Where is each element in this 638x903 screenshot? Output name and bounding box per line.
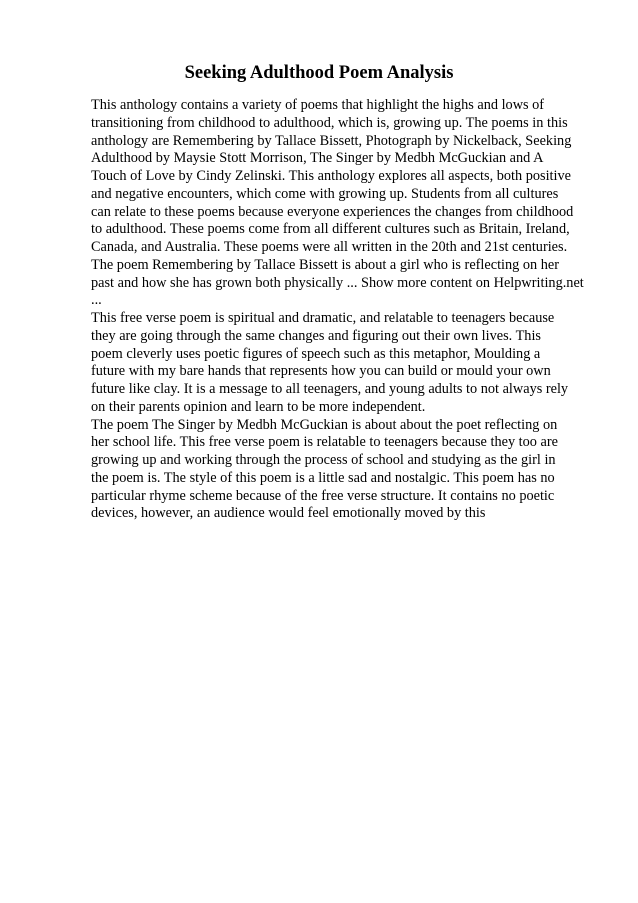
body-line: particular rhyme scheme because of the free verse structure. It contains no poetic	[91, 487, 555, 504]
body-line: they are going through the same changes and figuring out their own lives. This	[91, 327, 541, 344]
body-line: This free verse poem is spiritual and dramatic, and relatable to teenagers because	[91, 310, 555, 326]
body-line: devices, however, an audience would feel emotionally moved by this	[91, 505, 486, 522]
body-line: to adulthood. These poems come from all different cultures such as Britain, Ireland,	[91, 221, 570, 238]
body-line: growing up and working through the process of school and studying as the girl in	[91, 452, 556, 468]
body-line: on their parents opinion and learn to be more independent.	[91, 398, 426, 415]
document-title: Seeking Adulthood Poem Analysis	[184, 63, 454, 83]
body-line: The poem The Singer by Medbh McGuckian is about about the poet reflecting on	[91, 416, 558, 433]
body-line: her school life. This free verse poem is relatable to teenagers because they too are	[91, 434, 558, 451]
body-line: the poem is. The style of this poem is a little sad and nostalgic. This poem has no	[91, 469, 555, 486]
body-line: Canada, and Australia. These poems were all written in the 20th and 21st centuries.	[91, 239, 568, 255]
body-line: can relate to these poems because everyone experiences the changes from childhood	[91, 203, 574, 220]
body-line: and negative encounters, which come with growing up. Students from all cultures	[91, 185, 559, 202]
body-line: Touch of Love by Cindy Zelinski. This anthology explores all aspects, both positive	[91, 168, 571, 184]
body-line: ...	[91, 292, 102, 309]
body-line: poem cleverly uses poetic figures of speech such as this metaphor, Moulding a	[91, 345, 541, 362]
body-line: transitioning from childhood to adulthood, which is, growing up. The poems in this	[91, 114, 568, 131]
body-line: future like clay. It is a message to all teenagers, and young adults to not always rely	[91, 381, 569, 397]
body-line: anthology are Remembering by Tallace Bissett, Photograph by Nickelback, Seeking	[91, 132, 572, 149]
body-line: Adulthood by Maysie Stott Morrison, The Singer by Medbh McGuckian and A	[91, 150, 544, 167]
body-line: future with my bare hands that represents how you can build or mould your own	[91, 363, 551, 380]
body-line: past and how she has grown both physically ... Show more content on Helpwriting.net	[91, 274, 584, 291]
body-line: This anthology contains a variety of poems that highlight the highs and lows of	[91, 97, 545, 113]
document-body	[91, 97, 631, 523]
body-line: The poem Remembering by Tallace Bissett is about a girl who is reflecting on her	[91, 256, 560, 273]
